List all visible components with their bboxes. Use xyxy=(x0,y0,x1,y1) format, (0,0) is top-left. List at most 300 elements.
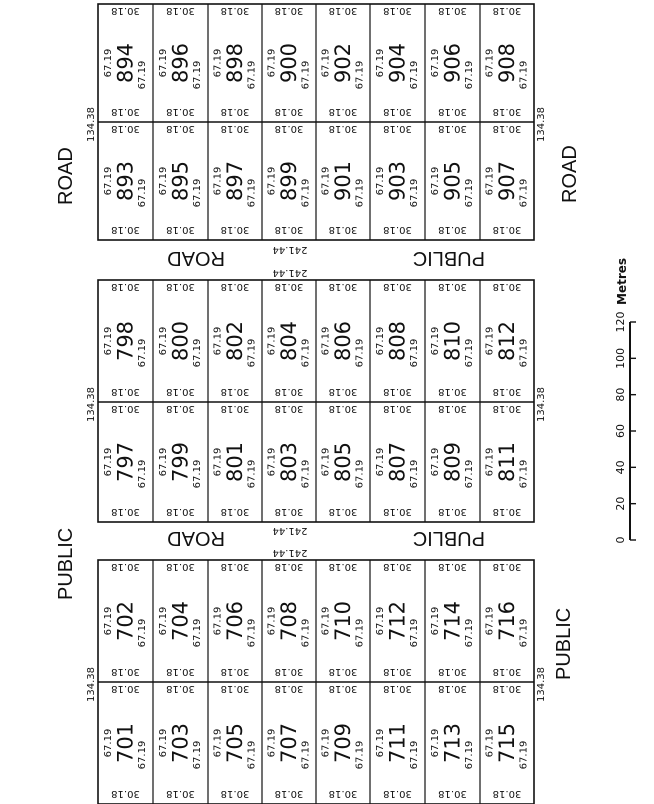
lot-depth-label: 67.19 xyxy=(212,48,224,78)
lot-width-label: 30.18 xyxy=(220,683,250,694)
lot-depth-label: 67.19 xyxy=(212,606,224,636)
lot-width-label: 30.18 xyxy=(111,666,140,677)
lot-number: 896 xyxy=(168,42,193,84)
lot-depth-label: 67.19 xyxy=(158,447,169,477)
lot-width-label: 30.18 xyxy=(383,386,412,397)
lot-depth-label: 67.19 xyxy=(103,326,114,356)
lot-width-label: 30.18 xyxy=(166,788,195,799)
lot-number: 908 xyxy=(495,42,519,84)
lot-depth-label: 67.19 xyxy=(320,728,332,758)
lot-depth-label: 67.19 xyxy=(158,48,169,78)
lot-width-label: 30.18 xyxy=(274,5,304,16)
lot-depth-label: 67.19 xyxy=(300,178,312,208)
lot-width-label: 30.18 xyxy=(438,666,467,677)
lot-width-label: 30.18 xyxy=(492,106,522,117)
lot-depth-label: 67.19 xyxy=(158,166,169,196)
lot-width-label: 30.18 xyxy=(438,386,467,397)
lot-depth-label: 67.19 xyxy=(464,178,475,208)
lot-depth-label: 67.19 xyxy=(320,48,332,78)
lot-depth-label: 67.19 xyxy=(518,459,530,489)
lot-depth-label: 67.19 xyxy=(354,740,366,770)
lot xyxy=(485,5,530,117)
lot xyxy=(103,683,148,799)
lot-depth-label: 67.19 xyxy=(484,166,496,196)
lot-width-label: 30.18 xyxy=(166,5,195,16)
lot-depth-label: 67.19 xyxy=(192,338,203,368)
lot-width-label: 30.18 xyxy=(383,788,412,799)
lot-width-label: 30.18 xyxy=(166,123,195,134)
lot xyxy=(321,683,366,799)
lot xyxy=(103,5,148,117)
lot xyxy=(321,403,366,517)
lot-width-label: 30.18 xyxy=(328,224,358,235)
lot xyxy=(103,403,148,517)
lot-number: 897 xyxy=(223,160,247,202)
lot-depth-label: 67.19 xyxy=(464,740,475,770)
road-label-top-left: ROAD xyxy=(55,147,77,205)
lot-depth-label: 67.19 xyxy=(375,166,386,196)
lot-block xyxy=(86,280,547,522)
lot-width-label: 30.18 xyxy=(111,561,140,572)
lot-depth-label: 67.19 xyxy=(464,338,475,368)
lot-width-label: 30.18 xyxy=(492,506,522,517)
lot-depth-label: 67.19 xyxy=(409,459,420,489)
lot-depth-label: 67.19 xyxy=(430,447,441,477)
lot xyxy=(375,5,420,117)
lot-width-label: 30.18 xyxy=(328,403,358,414)
lot-width-label: 30.18 xyxy=(383,506,412,517)
lot-number: 804 xyxy=(277,320,301,362)
lot-depth-label: 67.19 xyxy=(137,178,148,208)
road-label-street-1-right: ROAD xyxy=(167,247,225,269)
lot-number: 895 xyxy=(168,160,193,202)
lot-width-label: 30.18 xyxy=(220,403,250,414)
lot-width-label: 30.18 xyxy=(383,123,412,134)
lot-number: 901 xyxy=(331,160,355,202)
lot-width-label: 30.18 xyxy=(166,683,195,694)
lot xyxy=(213,123,258,235)
lot-depth-label: 67.19 xyxy=(518,60,530,90)
road-length-label: 241.44 xyxy=(272,244,308,255)
lot-depth-label: 67.19 xyxy=(430,326,441,356)
lot-number: 715 xyxy=(495,722,519,764)
lot xyxy=(158,5,203,117)
lot xyxy=(158,403,203,517)
lot-width-label: 30.18 xyxy=(220,788,250,799)
lot xyxy=(321,123,366,235)
lot-number: 903 xyxy=(385,160,410,202)
lot-width-label: 30.18 xyxy=(492,683,522,694)
lot-width-label: 30.18 xyxy=(328,683,358,694)
lot-number: 798 xyxy=(113,320,138,362)
lot-depth-label: 67.19 xyxy=(266,447,278,477)
lot-depth-label: 67.19 xyxy=(409,178,420,208)
road-label-street-1-left: PUBLIC xyxy=(412,247,485,269)
lot-depth-label: 67.19 xyxy=(266,166,278,196)
lot-width-label: 30.18 xyxy=(166,403,195,414)
lot-number: 803 xyxy=(277,441,301,483)
lot-width-label: 30.18 xyxy=(166,386,195,397)
lot-depth-label: 67.19 xyxy=(158,326,169,356)
lot-width-label: 30.18 xyxy=(492,386,522,397)
lot xyxy=(103,281,148,397)
lot-width-label: 30.18 xyxy=(274,506,304,517)
lot xyxy=(158,123,203,235)
lot-number: 801 xyxy=(223,441,247,483)
lot-number: 802 xyxy=(223,320,247,362)
lot-width-label: 30.18 xyxy=(274,561,304,572)
lot-depth-label: 67.19 xyxy=(464,618,475,648)
lot-width-label: 30.18 xyxy=(383,281,412,292)
lot-depth-label: 67.19 xyxy=(246,459,258,489)
lot-width-label: 30.18 xyxy=(220,106,250,117)
lot xyxy=(213,403,258,517)
road-label-bottom-right-1: PUBLIC xyxy=(553,607,575,680)
lot-depth-label: 67.19 xyxy=(266,728,278,758)
lot-depth-label: 67.19 xyxy=(430,728,441,758)
lot-depth-label: 67.19 xyxy=(354,178,366,208)
lot xyxy=(267,5,312,117)
lot-width-label: 30.18 xyxy=(438,106,467,117)
lot xyxy=(375,561,420,677)
lot-width-label: 30.18 xyxy=(328,5,358,16)
lot-width-label: 30.18 xyxy=(328,561,358,572)
lot-blocks xyxy=(86,4,547,804)
lot-width-label: 30.18 xyxy=(438,224,467,235)
lot-width-label: 30.18 xyxy=(438,561,467,572)
lot xyxy=(485,123,530,235)
lot-number: 906 xyxy=(440,42,465,84)
lot-width-label: 30.18 xyxy=(274,123,304,134)
lot xyxy=(267,281,312,397)
scale-unit-label: Metres xyxy=(615,257,629,305)
lot xyxy=(485,561,530,677)
lot-depth-label: 67.19 xyxy=(158,728,169,758)
lot-number: 806 xyxy=(331,320,355,362)
lot-depth-label: 67.19 xyxy=(246,338,258,368)
lot-number: 807 xyxy=(385,441,410,483)
lot-width-label: 30.18 xyxy=(328,788,358,799)
lot-depth-label: 67.19 xyxy=(103,48,114,78)
lot-number: 714 xyxy=(440,600,465,642)
lot xyxy=(267,683,312,799)
lot-width-label: 30.18 xyxy=(383,403,412,414)
lot-depth-label: 67.19 xyxy=(354,618,366,648)
block-depth-label: 134.38 xyxy=(536,667,547,702)
scale-bar xyxy=(614,258,636,544)
lot-number: 711 xyxy=(385,722,410,764)
lot-width-label: 30.18 xyxy=(220,506,250,517)
lot-block xyxy=(86,4,547,240)
lot-number: 797 xyxy=(113,441,138,483)
road-label-street-2-left: ROAD xyxy=(167,527,225,549)
lot-number: 799 xyxy=(168,441,193,483)
lot-width-label: 30.18 xyxy=(111,386,140,397)
lot-width-label: 30.18 xyxy=(492,5,522,16)
lot-depth-label: 67.19 xyxy=(484,606,496,636)
lot xyxy=(430,123,475,235)
lot-number: 904 xyxy=(385,42,410,84)
lot xyxy=(485,403,530,517)
lot-width-label: 30.18 xyxy=(274,224,304,235)
lot-width-label: 30.18 xyxy=(328,106,358,117)
lot-depth-label: 67.19 xyxy=(266,48,278,78)
lot xyxy=(267,403,312,517)
lot-number: 712 xyxy=(385,600,410,642)
lot-width-label: 30.18 xyxy=(492,123,522,134)
lot-depth-label: 67.19 xyxy=(518,338,530,368)
lot-number: 713 xyxy=(440,722,465,764)
lot-width-label: 30.18 xyxy=(274,666,304,677)
lot xyxy=(103,123,148,235)
lot-depth-label: 67.19 xyxy=(137,740,148,770)
lot-number: 708 xyxy=(277,600,301,642)
lot xyxy=(158,561,203,677)
lot-depth-label: 67.19 xyxy=(464,459,475,489)
lot-depth-label: 67.19 xyxy=(354,338,366,368)
lot-depth-label: 67.19 xyxy=(103,166,114,196)
lot-depth-label: 67.19 xyxy=(375,447,386,477)
lot xyxy=(430,281,475,397)
lot-number: 808 xyxy=(385,320,410,362)
lot-depth-label: 67.19 xyxy=(409,740,420,770)
lot-depth-label: 67.19 xyxy=(300,338,312,368)
lot-width-label: 30.18 xyxy=(492,281,522,292)
lot-number: 898 xyxy=(223,42,247,84)
lot xyxy=(267,561,312,677)
scale-tick-label: 40 xyxy=(614,460,627,475)
block-depth-label: 134.38 xyxy=(86,107,97,142)
lot xyxy=(375,683,420,799)
lot-width-label: 30.18 xyxy=(111,123,140,134)
lot-width-label: 30.18 xyxy=(438,403,467,414)
lot-depth-label: 67.19 xyxy=(212,166,224,196)
lot-number: 805 xyxy=(331,441,355,483)
lot-width-label: 30.18 xyxy=(274,386,304,397)
lot-depth-label: 67.19 xyxy=(409,338,420,368)
lot-width-label: 30.18 xyxy=(383,561,412,572)
lot-width-label: 30.18 xyxy=(438,281,467,292)
lot-width-label: 30.18 xyxy=(274,683,304,694)
lot-width-label: 30.18 xyxy=(166,506,195,517)
lot-number: 701 xyxy=(113,722,138,764)
lot xyxy=(103,561,148,677)
lot-width-label: 30.18 xyxy=(220,224,250,235)
lot-width-label: 30.18 xyxy=(492,561,522,572)
lot-width-label: 30.18 xyxy=(274,106,304,117)
lot-depth-label: 67.19 xyxy=(137,459,148,489)
lot-depth-label: 67.19 xyxy=(484,728,496,758)
road-length-label: 241.44 xyxy=(272,267,308,278)
lot-depth-label: 67.19 xyxy=(246,618,258,648)
lot-number: 709 xyxy=(331,722,355,764)
lot xyxy=(430,561,475,677)
lot-width-label: 30.18 xyxy=(220,386,250,397)
lot-depth-label: 67.19 xyxy=(266,606,278,636)
lot-width-label: 30.18 xyxy=(438,683,467,694)
lot-width-label: 30.18 xyxy=(438,123,467,134)
lot-depth-label: 67.19 xyxy=(192,60,203,90)
lot-depth-label: 67.19 xyxy=(518,178,530,208)
lot-depth-label: 67.19 xyxy=(375,48,386,78)
scale-tick-label: 60 xyxy=(614,424,627,438)
lot xyxy=(321,5,366,117)
lot-depth-label: 67.19 xyxy=(484,48,496,78)
lot-depth-label: 67.19 xyxy=(158,606,169,636)
scale-tick-label: 120 xyxy=(614,311,627,333)
scale-tick-label: 80 xyxy=(614,387,627,402)
road-length-label: 241.44 xyxy=(272,525,308,536)
lot-number: 703 xyxy=(168,722,193,764)
lot-depth-label: 67.19 xyxy=(192,459,203,489)
lot-width-label: 30.18 xyxy=(220,281,250,292)
lot-number: 706 xyxy=(223,600,247,642)
lot-width-label: 30.18 xyxy=(438,506,467,517)
lot-depth-label: 67.19 xyxy=(246,740,258,770)
lot-width-label: 30.18 xyxy=(383,683,412,694)
lot-depth-label: 67.19 xyxy=(300,60,312,90)
lot-depth-label: 67.19 xyxy=(137,60,148,90)
block-depth-label: 134.38 xyxy=(86,387,97,422)
lot-number: 905 xyxy=(440,160,465,202)
lot-depth-label: 67.19 xyxy=(320,326,332,356)
road-label-top-right: ROAD xyxy=(559,145,581,203)
lot-width-label: 30.18 xyxy=(111,403,140,414)
lot-number: 710 xyxy=(331,600,355,642)
lot-depth-label: 67.19 xyxy=(375,606,386,636)
lot-width-label: 30.18 xyxy=(166,224,195,235)
road-length-label: 241.44 xyxy=(272,547,308,558)
lot xyxy=(485,281,530,397)
lot-depth-label: 67.19 xyxy=(246,178,258,208)
lot-depth-label: 67.19 xyxy=(212,447,224,477)
lot-depth-label: 67.19 xyxy=(409,60,420,90)
lot-width-label: 30.18 xyxy=(220,561,250,572)
lot-depth-label: 67.19 xyxy=(484,447,496,477)
lot-width-label: 30.18 xyxy=(383,5,412,16)
lot-width-label: 30.18 xyxy=(220,5,250,16)
lot xyxy=(375,403,420,517)
lot-number: 900 xyxy=(277,42,301,84)
lot-width-label: 30.18 xyxy=(274,788,304,799)
lot-number: 702 xyxy=(113,600,138,642)
lot-number: 907 xyxy=(495,160,519,202)
lot-number: 705 xyxy=(223,722,247,764)
lot-width-label: 30.18 xyxy=(220,123,250,134)
road-label-mid-left: PUBLIC xyxy=(55,527,77,600)
lot-width-label: 30.18 xyxy=(111,281,140,292)
lot-width-label: 30.18 xyxy=(492,403,522,414)
lot xyxy=(158,281,203,397)
block-depth-label: 134.38 xyxy=(86,667,97,702)
lot-depth-label: 67.19 xyxy=(192,178,203,208)
lot-depth-label: 67.19 xyxy=(246,60,258,90)
lot-depth-label: 67.19 xyxy=(484,326,496,356)
road-label-street-2-right: PUBLIC xyxy=(412,527,485,549)
lot-number: 704 xyxy=(168,600,193,642)
lot-width-label: 30.18 xyxy=(438,5,467,16)
lot-depth-label: 67.19 xyxy=(300,459,312,489)
lot-width-label: 30.18 xyxy=(111,106,140,117)
lot-depth-label: 67.19 xyxy=(137,338,148,368)
lot-depth-label: 67.19 xyxy=(409,618,420,648)
lot-block xyxy=(86,560,547,804)
lot-width-label: 30.18 xyxy=(166,666,195,677)
lot-depth-label: 67.19 xyxy=(137,618,148,648)
lot-number: 902 xyxy=(331,42,355,84)
lot xyxy=(375,123,420,235)
lot xyxy=(375,281,420,397)
lot-number: 707 xyxy=(277,722,301,764)
lot xyxy=(213,281,258,397)
lot-number: 716 xyxy=(495,600,519,642)
lot-depth-label: 67.19 xyxy=(320,447,332,477)
lot-number: 810 xyxy=(440,320,465,362)
lot-depth-label: 67.19 xyxy=(430,166,441,196)
lot-depth-label: 67.19 xyxy=(320,606,332,636)
lot-width-label: 30.18 xyxy=(220,666,250,677)
lot-width-label: 30.18 xyxy=(274,281,304,292)
lot-number: 811 xyxy=(495,441,519,483)
lot-number: 894 xyxy=(113,42,138,84)
scale-tick-label: 20 xyxy=(614,496,627,511)
lot-depth-label: 67.19 xyxy=(354,60,366,90)
lot-width-label: 30.18 xyxy=(383,224,412,235)
lot-width-label: 30.18 xyxy=(166,561,195,572)
lot xyxy=(321,561,366,677)
scale-tick-label: 0 xyxy=(614,536,627,544)
lot-depth-label: 67.19 xyxy=(518,740,530,770)
lot-width-label: 30.18 xyxy=(166,281,195,292)
lot xyxy=(430,5,475,117)
lot xyxy=(430,683,475,799)
lot-number: 812 xyxy=(495,320,519,362)
lot-width-label: 30.18 xyxy=(328,666,358,677)
lot-width-label: 30.18 xyxy=(492,788,522,799)
lot-depth-label: 67.19 xyxy=(103,447,114,477)
block-depth-label: 134.38 xyxy=(536,387,547,422)
lot xyxy=(158,683,203,799)
lot-number: 809 xyxy=(440,441,465,483)
lot xyxy=(213,683,258,799)
lot-number: 893 xyxy=(113,160,138,202)
lot-depth-label: 67.19 xyxy=(192,618,203,648)
lot-width-label: 30.18 xyxy=(111,224,140,235)
lot-depth-label: 67.19 xyxy=(103,606,114,636)
lot-depth-label: 67.19 xyxy=(320,166,332,196)
lot-width-label: 30.18 xyxy=(383,106,412,117)
lot-depth-label: 67.19 xyxy=(464,60,475,90)
lot-depth-label: 67.19 xyxy=(518,618,530,648)
lot-depth-label: 67.19 xyxy=(192,740,203,770)
lot-depth-label: 67.19 xyxy=(430,606,441,636)
lot-width-label: 30.18 xyxy=(492,224,522,235)
lot xyxy=(213,5,258,117)
lot-number: 800 xyxy=(168,320,193,362)
lot-width-label: 30.18 xyxy=(328,386,358,397)
lot-depth-label: 67.19 xyxy=(300,740,312,770)
lot xyxy=(267,123,312,235)
lot-width-label: 30.18 xyxy=(111,788,140,799)
lot-width-label: 30.18 xyxy=(111,5,140,16)
lot-width-label: 30.18 xyxy=(166,106,195,117)
scale-tick-label: 100 xyxy=(614,347,627,369)
lot-width-label: 30.18 xyxy=(328,123,358,134)
lot-width-label: 30.18 xyxy=(274,403,304,414)
lot-width-label: 30.18 xyxy=(438,788,467,799)
lot xyxy=(213,561,258,677)
lot xyxy=(485,683,530,799)
